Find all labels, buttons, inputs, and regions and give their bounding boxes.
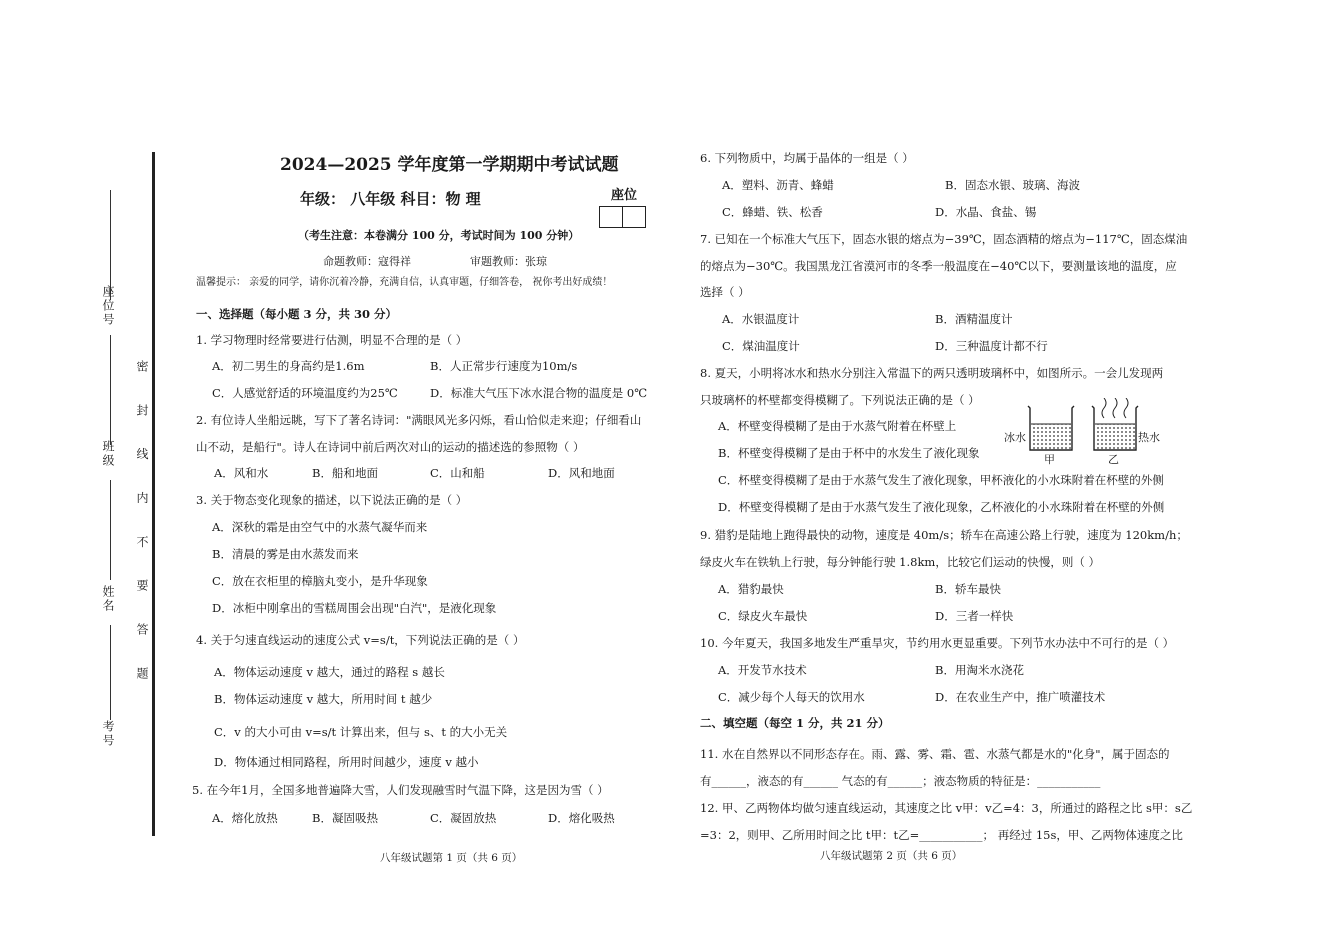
seat-number-label: 座位号 — [101, 285, 115, 327]
q3-option-c: C．放在衣柜里的樟脑丸变小，是升华现象 — [212, 574, 428, 588]
q8-option-b: B．杯壁变得模糊了是由于杯中的水发生了液化现象 — [718, 446, 980, 460]
beaker-yi-label: 乙 — [1108, 453, 1119, 466]
q12-stem-cont: =3：2，则甲、乙所用时间之比 t甲：t乙=___________； 再经过 15s，甲、乙两物体速度之比 — [700, 828, 1183, 842]
q10-option-c: C．减少每个人每天的饮用水 — [718, 690, 865, 704]
hot-water-beaker — [1092, 398, 1138, 450]
q6-option-d: D．水晶、食盐、锡 — [935, 205, 1037, 219]
q9-option-b: B．轿车最快 — [935, 582, 1001, 596]
q3-option-b: B．清晨的雾是由水蒸发而来 — [212, 547, 359, 561]
grade-subject: 年级： 八年级 科目：物 理 — [300, 190, 481, 208]
q9-stem: 9. 猎豹是陆地上跑得最快的动物，速度是 40m/s；轿车在高速公路上行驶，速度为 120km/h； — [700, 528, 1188, 542]
q1-option-b: B．人正常步行速度为10m/s — [430, 359, 578, 373]
q11-stem: 11. 水在自然界以不同形态存在。雨、露、雾、霜、雹、水蒸气都是水的"化身"，属于固态的 — [700, 747, 1170, 761]
q9-option-c: C．绿皮火车最快 — [718, 609, 808, 623]
q2-stem-cont: 山不动，是船行"。诗人在诗词中前后两次对山的运动的描述选的参照物（ ） — [196, 440, 585, 454]
q4-stem: 4. 关于匀速直线运动的速度公式 v=s/t，下列说法正确的是（ ） — [196, 633, 525, 647]
ice-water-label: 冰水 — [1004, 431, 1026, 444]
q6-option-b: B．固态水银、玻璃、海波 — [945, 178, 1080, 192]
q1-option-d: D．标准大气压下冰水混合物的温度是 0℃ — [430, 386, 648, 400]
section-choice: 一、选择题（每小题 3 分，共 30 分） — [196, 307, 398, 321]
q8-option-c: C．杯壁变得模糊了是由于水蒸气发生了液化现象，甲杯液化的小水珠附着在杯壁的外侧 — [718, 473, 1164, 487]
q1-option-a: A．初二男生的身高约是1.6m — [212, 359, 365, 373]
exam-title: 2024—2025 学年度第一学期期中考试试题 — [280, 155, 619, 175]
q8-option-d: D．杯壁变得模糊了是由于水蒸气发生了液化现象，乙杯液化的小水珠附着在杯壁的外侧 — [718, 500, 1165, 514]
left-footer: 八年级试题第 1 页（共 6 页） — [380, 852, 523, 864]
q10-option-a: A．开发节水技术 — [718, 663, 807, 677]
q5-option-c: C．凝固放热 — [430, 811, 497, 825]
q12-stem: 12. 甲、乙两物体均做匀速直线运动，其速度之比 v甲：v乙=4：3，所通过的路程之比 s甲：s乙 — [700, 801, 1193, 815]
q9-stem-cont: 绿皮火车在铁轨上行驶，每分钟能行驶 1.8km，比较它们运动的快慢，则（ ） — [700, 555, 1100, 569]
reviewer-teacher: 审题教师：张琼 — [470, 255, 547, 268]
name-label: 姓名 — [101, 585, 115, 613]
seat-label: 座位 — [611, 188, 638, 203]
q1-option-c: C．人感觉舒适的环境温度约为25℃ — [212, 386, 398, 400]
class-label: 班级 — [101, 440, 115, 468]
q2-option-d: D．风和地面 — [548, 466, 615, 480]
q9-option-a: A．猎豹最快 — [718, 582, 784, 596]
q3-option-a: A．深秋的霜是由空气中的水蒸气凝华而来 — [212, 520, 428, 534]
q4-option-b: B．物体运动速度 v 越大，所用时间 t 越少 — [214, 692, 433, 706]
hot-water-label: 热水 — [1138, 431, 1160, 444]
q2-option-c: C．山和船 — [430, 466, 485, 480]
section-fill-blank: 二、填空题（每空 1 分，共 21 分） — [700, 716, 890, 730]
beaker-jia-label: 甲 — [1044, 453, 1055, 466]
q11-blanks: 有______，液态的有______ 气态的有______；液态物质的特征是：___________ — [700, 774, 1101, 788]
q4-option-a: A．物体运动速度 v 越大，通过的路程 s 越长 — [214, 665, 445, 679]
q6-option-a: A．塑料、沥青、蜂蜡 — [722, 178, 834, 192]
q2-option-b: B．船和地面 — [312, 466, 378, 480]
q4-option-c: C．v 的大小可由 v=s/t 计算出来，但与 s、t 的大小无关 — [214, 725, 508, 739]
q6-stem: 6. 下列物质中，均属于晶体的一组是（ ） — [700, 151, 914, 165]
q10-stem: 10. 今年夏天，我国多地发生严重旱灾，节约用水更显重要。下列节水办法中不可行的是（ ） — [700, 636, 1175, 650]
q2-option-a: A．风和水 — [214, 466, 269, 480]
exam-note: （考生注意：本卷满分 100 分，考试时间为 100 分钟） — [298, 229, 580, 242]
q9-option-d: D．三者一样快 — [935, 609, 1014, 623]
right-footer: 八年级试题第 2 页（共 6 页） — [820, 850, 963, 862]
q3-option-d: D．冰柜中刚拿出的雪糕周围会出现"白汽"，是液化现象 — [212, 601, 497, 615]
warm-tip: 温馨提示： 亲爱的同学，请你沉着冷静，充满自信，认真审题，仔细答卷， 祝你考出好成绩！ — [196, 277, 613, 288]
q7-option-b: B．酒精温度计 — [935, 312, 1013, 326]
q10-option-b: B．用淘米水浇花 — [935, 663, 1024, 677]
q5-stem: 5. 在今年1月，全国多地普遍降大雪，人们发现融雪时气温下降，这是因为雪（ ） — [192, 783, 609, 797]
q7-option-c: C．煤油温度计 — [722, 339, 800, 353]
q6-option-c: C．蜂蜡、铁、松香 — [722, 205, 823, 219]
q8-stem: 8. 夏天，小明将冰水和热水分别注入常温下的两只透明玻璃杯中，如图所示。一会儿发现两 — [700, 366, 1164, 380]
seal-line-notice: 密 封 线 内 不 要 答 题 — [135, 360, 149, 693]
exam-number-label: 考号 — [101, 720, 115, 748]
q8-option-a: A．杯壁变得模糊了是由于水蒸气附着在杯壁上 — [718, 419, 957, 433]
q4-option-d: D．物体通过相同路程，所用时间越少，速度 v 越小 — [214, 755, 479, 769]
q7-option-a: A．水银温度计 — [722, 312, 800, 326]
q7-stem-cont: 的熔点为−30℃。我国黑龙江省漠河市的冬季一般温度在−40℃以下，要测量该地的温度，应 — [700, 259, 1177, 273]
q5-option-d: D．熔化吸热 — [548, 811, 615, 825]
q7-stem-end: 选择（ ） — [700, 285, 750, 299]
q5-option-b: B．凝固吸热 — [312, 811, 378, 825]
ice-water-beaker — [1028, 406, 1074, 450]
q5-option-a: A．熔化放热 — [212, 811, 278, 825]
q8-stem-cont: 只玻璃杯的杯壁都变得模糊了。下列说法正确的是（ ） — [700, 393, 980, 407]
q7-option-d: D．三种温度计都不行 — [935, 339, 1048, 353]
setter-teacher: 命题教师：寇得祥 — [323, 255, 411, 268]
q7-stem: 7. 已知在一个标准大气压下，固态水银的熔点为−39℃，固态酒精的熔点为−117℃，固态煤油 — [700, 232, 1188, 246]
q1-stem: 1. 学习物理时经常要进行估测，明显不合理的是（ ） — [196, 333, 468, 347]
q2-stem: 2. 有位诗人坐船远眺，写下了著名诗词："满眼风光多闪烁，看山恰似走来迎；仔细看山 — [196, 413, 642, 427]
q10-option-d: D．在农业生产中，推广喷灌技术 — [935, 690, 1106, 704]
q3-stem: 3. 关于物态变化现象的描述，以下说法正确的是（ ） — [196, 493, 468, 507]
